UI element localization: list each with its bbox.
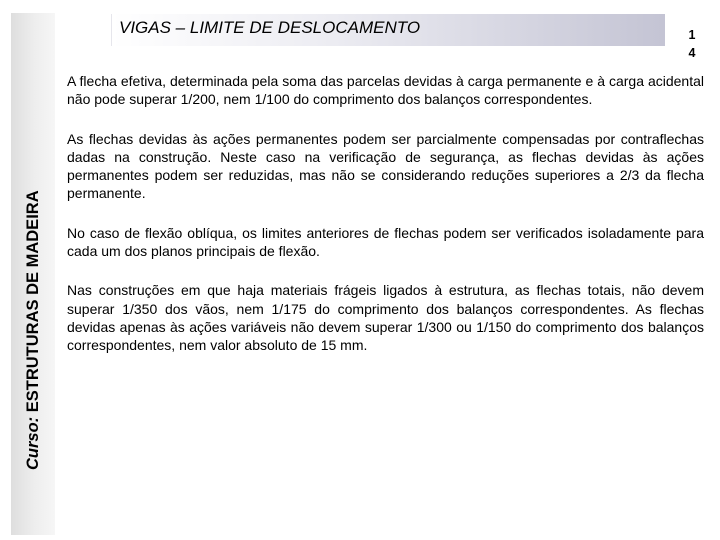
content-body: [67, 72, 704, 376]
page-number-digit-1: 1: [688, 28, 696, 42]
paragraph-1: A flecha efetiva, determinada pela soma das parcelas devidas à carga permanente e à carga acidental não pode superar 1/200, nem 1/100 do comprimento dos balanços correspondentes.: [67, 73, 704, 108]
paragraph-2: As flechas devidas às ações permanentes podem ser parcialmente compensadas por contraflechas dadas na construção. Neste caso na verificação de segurança, as flechas devidas às ações permanentes podem ser reduzidas, mas não se considerando reduções superiores a 2/3 da flecha permanente.: [67, 130, 704, 202]
course-prefix: Curso:: [24, 416, 42, 470]
title-bar: [111, 14, 665, 46]
page-number: [686, 26, 698, 62]
course-label: [21, 70, 45, 470]
page-number-digit-2: 4: [688, 46, 696, 60]
paragraph-4: Nas construções em que haja materiais frágeis ligados à estrutura, as flechas totais, não devem superar 1/350 dos vãos, nem 1/175 do comprimento dos balanços correspondentes. As flechas devidas apenas às ações variáveis não devem superar 1/300 ou 1/150 do comprimento dos balanços correspondentes, nem valor absoluto de 15 mm.: [67, 282, 704, 354]
course-name: ESTRUTURAS DE MADEIRA: [24, 190, 42, 413]
page-title: VIGAS – LIMITE DE DESLOCAMENTO: [119, 18, 421, 37]
paragraph-3: No caso de flexão oblíqua, os limites anteriores de flechas podem ser verificados isoladamente para cada um dos planos principais de flexão.: [67, 224, 704, 260]
